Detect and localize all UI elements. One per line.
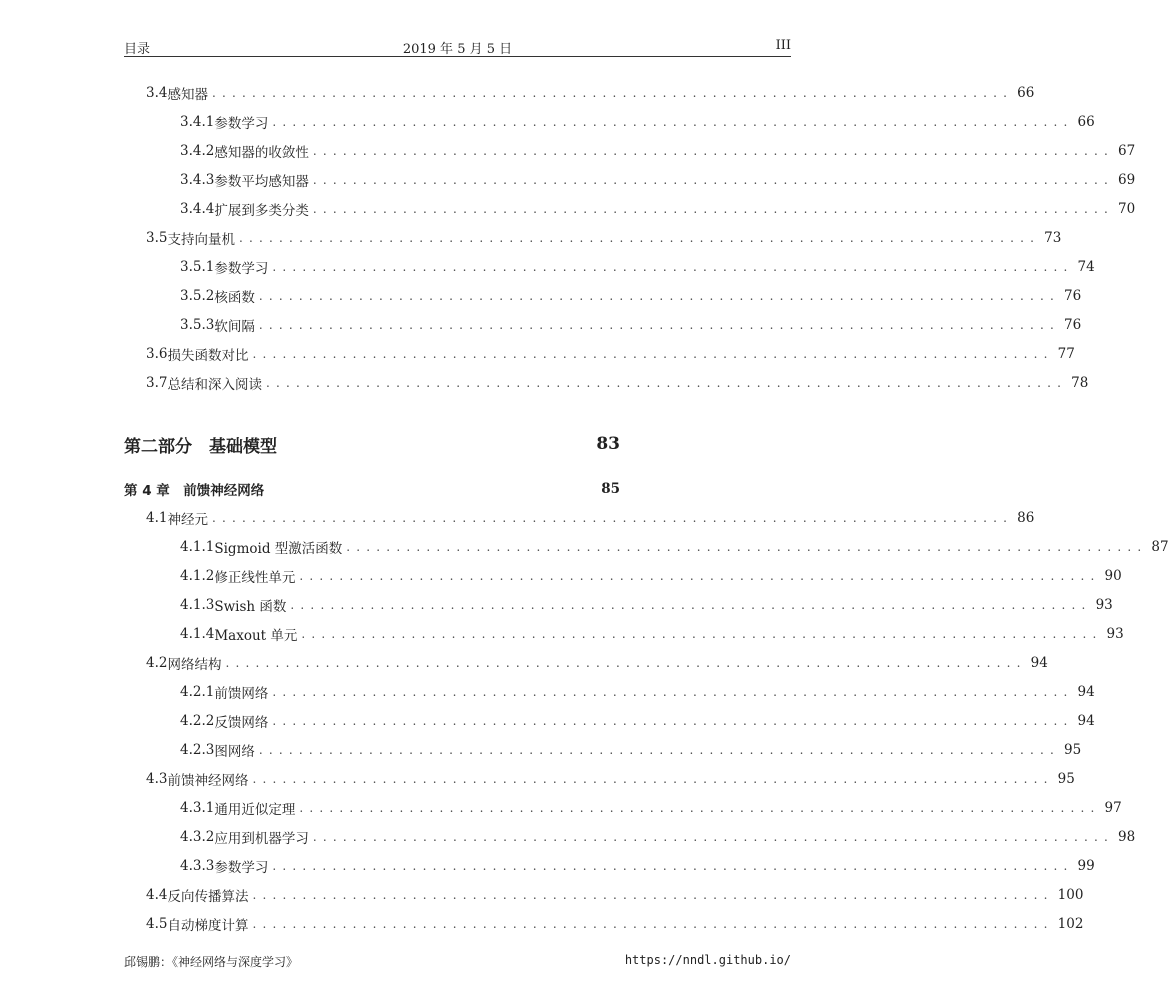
header-page-number: III bbox=[775, 38, 791, 53]
toc-entry[interactable] bbox=[146, 885, 1084, 905]
toc-entry[interactable] bbox=[180, 595, 1113, 615]
toc-entry-page: 86 bbox=[1017, 510, 1035, 526]
toc-entry-number: 3.5 bbox=[146, 230, 168, 246]
toc-entry-page: 97 bbox=[1104, 800, 1122, 816]
part-page: 83 bbox=[596, 434, 620, 454]
toc-entry-number: 3.5.2 bbox=[180, 288, 215, 304]
toc-entry-page: 99 bbox=[1077, 858, 1095, 874]
toc-dot-leader: ................................................................................ bbox=[299, 569, 1101, 583]
toc-entry-title: 网络结构 bbox=[167, 657, 222, 673]
toc-entry[interactable] bbox=[180, 624, 1124, 644]
toc-entry[interactable] bbox=[146, 653, 1048, 673]
toc-entry[interactable] bbox=[180, 711, 1095, 731]
toc-entry-number: 4.1.3 bbox=[180, 597, 215, 613]
toc-entry-title: 前馈网络 bbox=[214, 686, 269, 702]
toc-entry-number: 4.2.3 bbox=[180, 742, 215, 758]
toc-entry-number: 4.4 bbox=[146, 887, 168, 903]
toc-dot-leader: ................................................................................ bbox=[346, 540, 1148, 554]
page-footer bbox=[124, 953, 791, 971]
toc-entry[interactable] bbox=[146, 344, 1075, 364]
toc-entry-number: 4.1.4 bbox=[180, 626, 215, 642]
toc-dot-leader: ................................................................................ bbox=[312, 202, 1115, 216]
toc-chapter-heading[interactable] bbox=[124, 479, 620, 499]
toc-entry[interactable] bbox=[180, 682, 1095, 702]
toc-entry-number: 3.4.2 bbox=[180, 143, 215, 159]
toc-dot-leader: ................................................................................ bbox=[252, 772, 1054, 786]
toc-entry[interactable] bbox=[180, 286, 1082, 306]
toc-entry-title: 感知器 bbox=[167, 87, 208, 103]
toc-dot-leader: ................................................................................ bbox=[258, 289, 1061, 303]
toc-entry-title: Sigmoid 型激活函数 bbox=[214, 541, 343, 557]
toc-entry-title: 损失函数对比 bbox=[167, 348, 249, 364]
toc-entry[interactable] bbox=[180, 257, 1095, 277]
toc-entry-page: 93 bbox=[1106, 626, 1124, 642]
toc-entry-page: 102 bbox=[1057, 916, 1084, 932]
toc-entry-number: 4.3 bbox=[146, 771, 168, 787]
toc-entry-page: 78 bbox=[1071, 375, 1089, 391]
toc-entry[interactable] bbox=[180, 141, 1136, 161]
toc-entry[interactable] bbox=[180, 199, 1136, 219]
toc-entry-title: 参数学习 bbox=[214, 860, 269, 876]
toc-entry[interactable] bbox=[180, 740, 1082, 760]
toc-dot-leader: ................................................................................ bbox=[252, 347, 1054, 361]
toc-dot-leader: ................................................................................ bbox=[272, 714, 1074, 728]
toc-entry-page: 94 bbox=[1077, 713, 1095, 729]
toc-entry-page: 100 bbox=[1057, 887, 1084, 903]
toc-entry-title: 感知器的收敛性 bbox=[214, 145, 309, 161]
toc-entry-title: Maxout 单元 bbox=[214, 628, 298, 644]
toc-entry-page: 66 bbox=[1017, 85, 1035, 101]
toc-entry-number: 3.4.4 bbox=[180, 201, 215, 217]
toc-entry-page: 93 bbox=[1095, 597, 1113, 613]
toc-entry-page: 95 bbox=[1064, 742, 1082, 758]
toc-entry-title: 参数学习 bbox=[214, 116, 269, 132]
toc-dot-leader: ................................................................................ bbox=[238, 231, 1041, 245]
toc-dot-leader: ................................................................................ bbox=[258, 743, 1061, 757]
toc-dot-leader: ................................................................................ bbox=[312, 173, 1115, 187]
toc-entry[interactable] bbox=[180, 856, 1095, 876]
toc-entry-number: 3.7 bbox=[146, 375, 168, 391]
toc-dot-leader: ................................................................................ bbox=[252, 917, 1054, 931]
toc-entry-title: 通用近似定理 bbox=[214, 802, 296, 818]
toc-entry-title: 总结和深入阅读 bbox=[167, 377, 262, 393]
toc-entry-number: 4.2 bbox=[146, 655, 168, 671]
page-header bbox=[124, 38, 791, 57]
toc-dot-leader: ................................................................................ bbox=[211, 511, 1014, 525]
toc-entry-page: 74 bbox=[1077, 259, 1095, 275]
toc-dot-leader: ................................................................................ bbox=[312, 830, 1115, 844]
toc-entry[interactable] bbox=[180, 537, 1169, 557]
toc-entry[interactable] bbox=[146, 83, 1035, 103]
chapter-title: 第 4 章 前馈神经网络 bbox=[124, 483, 265, 499]
toc-dot-leader: ................................................................................ bbox=[265, 376, 1068, 390]
toc-entry-page: 66 bbox=[1077, 114, 1095, 130]
toc-entry-page: 67 bbox=[1118, 143, 1136, 159]
toc-entry-number: 4.3.2 bbox=[180, 829, 215, 845]
toc-part-heading[interactable] bbox=[124, 432, 620, 456]
toc-dot-leader: ................................................................................ bbox=[272, 685, 1074, 699]
footer-url: https://nndl.github.io/ bbox=[624, 953, 791, 967]
toc-entry-title: 支持向量机 bbox=[167, 232, 235, 248]
toc-dot-leader: ................................................................................ bbox=[272, 859, 1074, 873]
toc-entry-number: 3.5.3 bbox=[180, 317, 215, 333]
toc-entry-number: 3.4.3 bbox=[180, 172, 215, 188]
chapter-page: 85 bbox=[601, 481, 620, 497]
toc-entry-number: 4.3.3 bbox=[180, 858, 215, 874]
toc-dot-leader: ................................................................................ bbox=[290, 598, 1092, 612]
toc-dot-leader: ................................................................................ bbox=[252, 888, 1054, 902]
toc-entry-title: 修正线性单元 bbox=[214, 570, 296, 586]
toc-entry-page: 95 bbox=[1057, 771, 1075, 787]
toc-entry-number: 3.6 bbox=[146, 346, 168, 362]
toc-dot-leader: ................................................................................ bbox=[272, 115, 1074, 129]
toc-entry-number: 4.1.2 bbox=[180, 568, 215, 584]
toc-entry-number: 3.4 bbox=[146, 85, 168, 101]
toc-entry-title: Swish 函数 bbox=[214, 599, 287, 615]
toc-entry[interactable] bbox=[180, 798, 1122, 818]
toc-entry-number: 3.4.1 bbox=[180, 114, 215, 130]
toc-entry-page: 76 bbox=[1064, 317, 1082, 333]
toc-entry-title: 自动梯度计算 bbox=[167, 918, 249, 934]
toc-entry-page: 73 bbox=[1044, 230, 1062, 246]
toc-entry[interactable] bbox=[146, 508, 1035, 528]
toc-entry[interactable] bbox=[180, 566, 1122, 586]
toc-entry-page: 77 bbox=[1057, 346, 1075, 362]
toc-entry[interactable] bbox=[180, 170, 1136, 190]
toc-entry-title: 反向传播算法 bbox=[167, 889, 249, 905]
toc-entry[interactable] bbox=[146, 914, 1084, 934]
toc-dot-leader: ................................................................................ bbox=[272, 260, 1074, 274]
toc-entry-title: 核函数 bbox=[214, 290, 255, 306]
toc-entry-page: 69 bbox=[1118, 172, 1136, 188]
toc-entry[interactable] bbox=[180, 112, 1095, 132]
toc-entry-number: 4.2.2 bbox=[180, 713, 215, 729]
toc-entry-title: 反馈网络 bbox=[214, 715, 269, 731]
toc-dot-leader: ................................................................................ bbox=[258, 318, 1061, 332]
toc-entry-page: 76 bbox=[1064, 288, 1082, 304]
toc-entry-title: 应用到机器学习 bbox=[214, 831, 309, 847]
toc-dot-leader: ................................................................................ bbox=[312, 144, 1115, 158]
toc-entry[interactable] bbox=[146, 769, 1075, 789]
toc-entry-page: 94 bbox=[1030, 655, 1048, 671]
toc-entry-page: 70 bbox=[1118, 201, 1136, 217]
toc-entry-title: 神经元 bbox=[167, 512, 208, 528]
toc-entry-number: 4.1.1 bbox=[180, 539, 215, 555]
toc-entry-title: 前馈神经网络 bbox=[167, 773, 249, 789]
toc-entry-page: 94 bbox=[1077, 684, 1095, 700]
toc-entry-title: 参数平均感知器 bbox=[214, 174, 309, 190]
toc-entry-number: 4.3.1 bbox=[180, 800, 215, 816]
toc-entry-number: 4.5 bbox=[146, 916, 168, 932]
toc-entry[interactable] bbox=[180, 827, 1136, 847]
toc-entry-number: 4.2.1 bbox=[180, 684, 215, 700]
toc-entry-title: 图网络 bbox=[214, 744, 255, 760]
toc-dot-leader: ................................................................................ bbox=[301, 627, 1103, 641]
toc-dot-leader: ................................................................................ bbox=[225, 656, 1027, 670]
toc-entry-page: 90 bbox=[1104, 568, 1122, 584]
toc-entry-title: 扩展到多类分类 bbox=[214, 203, 309, 219]
toc-entry-number: 4.1 bbox=[146, 510, 168, 526]
toc-entry[interactable] bbox=[180, 315, 1082, 335]
toc-entry[interactable] bbox=[146, 373, 1089, 393]
footer-book-title: 邱锡鹏：《神经网络与深度学习》 bbox=[124, 955, 299, 969]
toc-entry[interactable] bbox=[146, 228, 1062, 248]
toc-dot-leader: ................................................................................ bbox=[211, 86, 1014, 100]
toc-dot-leader: ................................................................................ bbox=[299, 801, 1101, 815]
toc-entry-number: 3.5.1 bbox=[180, 259, 215, 275]
toc-entry-title: 参数学习 bbox=[214, 261, 269, 277]
toc-entry-page: 87 bbox=[1151, 539, 1169, 555]
header-date: 2019 年 5 月 5 日 bbox=[402, 42, 513, 57]
part-title: 第二部分 基础模型 bbox=[124, 436, 277, 457]
toc-entry-page: 98 bbox=[1118, 829, 1136, 845]
toc-entry-title: 软间隔 bbox=[214, 319, 255, 335]
header-section-title: 目录 bbox=[124, 42, 151, 57]
